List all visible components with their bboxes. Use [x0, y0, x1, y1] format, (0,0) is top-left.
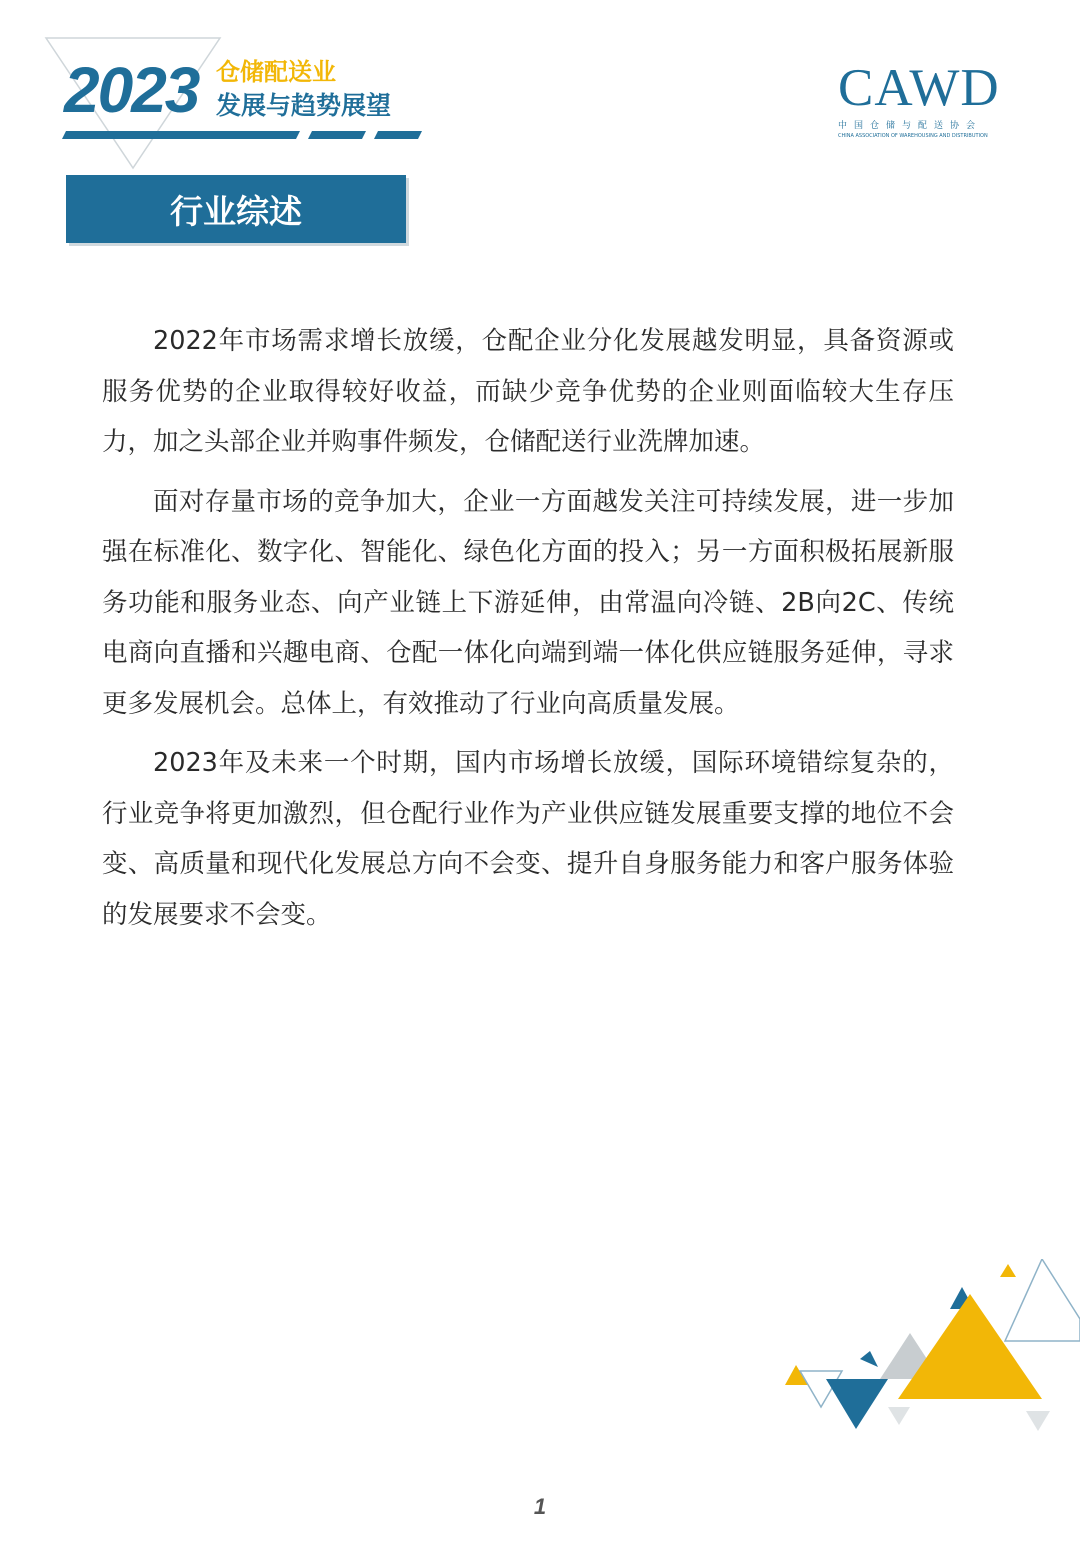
- triangle-tiny-blue: [860, 1351, 878, 1367]
- triangle-large-yellow: [898, 1294, 1042, 1399]
- body-text: [102, 316, 954, 949]
- logo-wordmark: CAWD: [838, 59, 1000, 117]
- page-number: 1: [533, 1494, 547, 1519]
- triangle-blue-inverted: [826, 1379, 888, 1429]
- header-stripe-short: [374, 131, 422, 139]
- paragraph-1: 2022年市场需求增长放缓，仓配企业分化发展越发明显，具备资源或服务优势的企业取得较好收益，而缺少竞争优势的企业则面临较大生存压力，加之头部企业并购事件频发，仓储配送行业洗牌加速。: [102, 326, 954, 457]
- triangle-small-yellow-top: [1000, 1264, 1016, 1277]
- report-title-line1: 仓储配送业: [216, 58, 336, 86]
- corner-triangle-decoration: [780, 1259, 1080, 1499]
- report-title-line2: 发展与趋势展望: [216, 91, 392, 120]
- logo-english-name: CHINA ASSOCIATION OF WAREHOUSING AND DISTRIBUTION: [838, 133, 988, 139]
- triangle-gray-small: [888, 1407, 910, 1425]
- paragraph-3: 2023年及未来一个时期，国内市场增长放缓，国际环境错综复杂的，行业竞争将更加激烈，但仓配行业作为产业供应链发展重要支撑的地位不会变、高质量和现代化发展总方向不会变、提升自身服务能力和客户服务体验的发展要求不会变。: [102, 748, 954, 930]
- section-title-banner: [66, 175, 406, 243]
- logo-chinese-name: 中国仓储与配送协会: [838, 121, 983, 131]
- triangle-outline-top: [1005, 1259, 1080, 1341]
- header-stripe-long: [62, 131, 300, 139]
- header-stripe-mid: [308, 131, 366, 139]
- paragraph-2: 面对存量市场的竞争加大，企业一方面越发关注可持续发展，进一步加强在标准化、数字化、智能化、绿色化方面的投入；另一方面积极拓展新服务功能和服务业态、向产业链上下游延伸，由常温向冷链、2B向2C、传统电商向直播和兴趣电商、仓配一体化向端到端一体化供应链服务延伸，寻求更多发展机会。总体上，有效推动了行业向高质量发展。: [102, 486, 954, 719]
- cawd-logo: [838, 59, 1014, 139]
- report-year: 2023: [64, 54, 199, 126]
- triangle-gray-right: [1026, 1411, 1050, 1431]
- section-title: 行业综述: [170, 191, 302, 231]
- triangle-small-yellow-left: [785, 1365, 808, 1385]
